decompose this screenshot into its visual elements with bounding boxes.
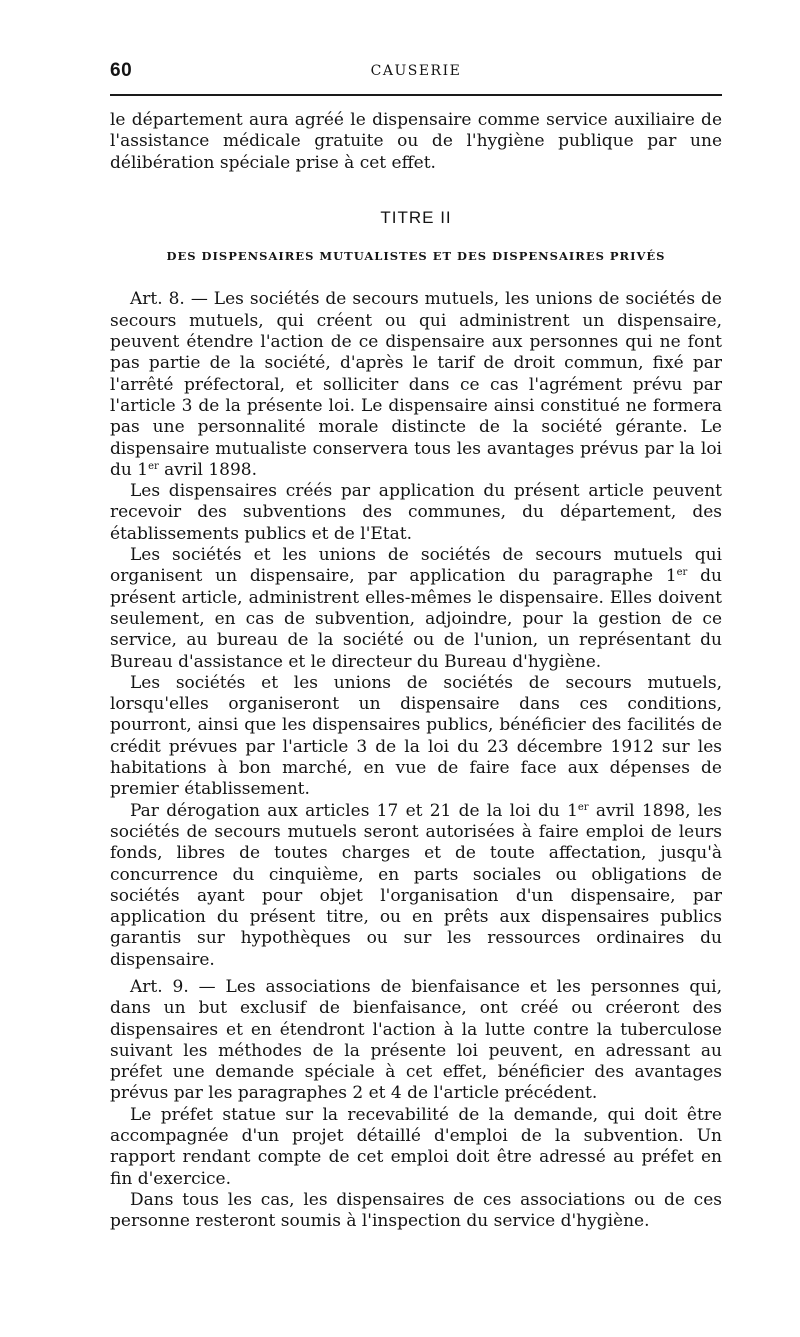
header-rule — [110, 94, 722, 96]
article-8-text: Art. 8. — Les sociétés de secours mutuels, les unions de sociétés de secours mutuels, qui créent ou qui administrent un dispensaire, peuvent étendre l'action de ce dispensaire aux personnes qui ne font pas partie de la société, d'après le tarif de droit commun, fixé par l'arrêté préfectoral, et solliciter dans ce cas l'agrément prévu par l'article 3 de la présente loi. Le dispensaire ainsi constitué ne formera pas une personnalité morale distincte de la société gérante. Le dispensaire mutualiste conservera tous les avantages prévus par la loi du 1 — [110, 289, 722, 480]
body-text — [110, 110, 722, 1233]
ordinal-superscript: er — [148, 460, 159, 472]
section-title: TITRE II — [380, 207, 452, 227]
running-head: CAUSERIE — [370, 63, 462, 79]
page-header — [110, 56, 722, 86]
ordinal-superscript: er — [577, 801, 589, 813]
page-number: 60 — [110, 60, 133, 81]
paragraph-subventions: Les dispensaires créés par application du présent article peuvent recevoir des subventions des communes, du département, des établissements publics et de l'Etat. — [110, 481, 722, 544]
article-8-text-end: avril 1898. — [158, 459, 257, 480]
ordinal-superscript: er — [676, 567, 688, 579]
section-subtitle: DES DISPENSAIRES MUTUALISTES ET DES DISPENSAIRES PRIVÉS — [166, 249, 666, 264]
paragraph-administration — [110, 545, 722, 673]
paragraph-derogation-text-end: avril 1898, les sociétés de secours mutuels seront autorisées à faire emploi de leurs fonds, libres de toutes charges et de toute affectation, jusqu'à concurrence du cinquième, en parts sociales ou obligations de sociétés ayant pour objet l'organisation d'un dispensaire, par application du présent titre, ou en prêts aux dispensaires publics garantis sur hypothèques ou sur les ressources ordinaires du dispensaire. — [110, 800, 722, 970]
paragraph-continuation: le département aura agréé le dispensaire comme service auxiliaire de l'assistance médicale gratuite ou de l'hygiène publique par une délibération spéciale prise à cet effet. — [110, 110, 722, 173]
paragraph-derogation — [110, 801, 722, 971]
paragraph-credit: Les sociétés et les unions de sociétés de secours mutuels, lorsqu'elles organiseront un dispensaire dans ces conditions, pourront, ainsi que les dispensaires publics, bénéficier des facilités de crédit prévues par l'article 3 de la loi du 23 décembre 1912 sur les habitations à bon marché, en vue de faire face aux dépenses de premier établissement. — [110, 672, 722, 800]
paragraph-inspection: Dans tous les cas, les dispensaires de ces associations ou de ces personne resteront soumis à l'inspection du service d'hygiène. — [110, 1189, 722, 1232]
paragraph-administration-text-end: du présent article, administrent elles-mêmes le dispensaire. Elles doivent seulement, en cas de subvention, adjoindre, pour la gestion de ce service, au bureau de la société ou de l'union, un représentant du Bureau d'assistance et le directeur du Bureau d'hygiène. — [110, 566, 722, 672]
paragraph-prefet: Le préfet statue sur la recevabilité de la demande, qui doit être accompagnée d'un projet détaillé d'emploi de la subvention. Un rapport rendant compte de cet emploi doit être adressé au préfet en fin d'exercice. — [110, 1104, 722, 1189]
paragraph-administration-text: Les sociétés et les unions de sociétés de secours mutuels qui organisent un dispensaire, par application du paragraphe 1 — [110, 545, 722, 587]
article-8-paragraph — [110, 289, 722, 481]
paragraph-derogation-text: Par dérogation aux articles 17 et 21 de la loi du 1 — [130, 800, 578, 821]
article-9-paragraph: Art. 9. — Les associations de bienfaisance et les personnes qui, dans un but exclusif de bienfaisance, ont créé ou créeront des dispensaires et en étendront l'action à la lutte contre la tuberculose suivant les méthodes de la présente loi peuvent, en adressant au préfet une demande spéciale à cet effet, bénéficier des avantages prévus par les paragraphes 2 et 4 de l'article précédent. — [110, 976, 722, 1104]
